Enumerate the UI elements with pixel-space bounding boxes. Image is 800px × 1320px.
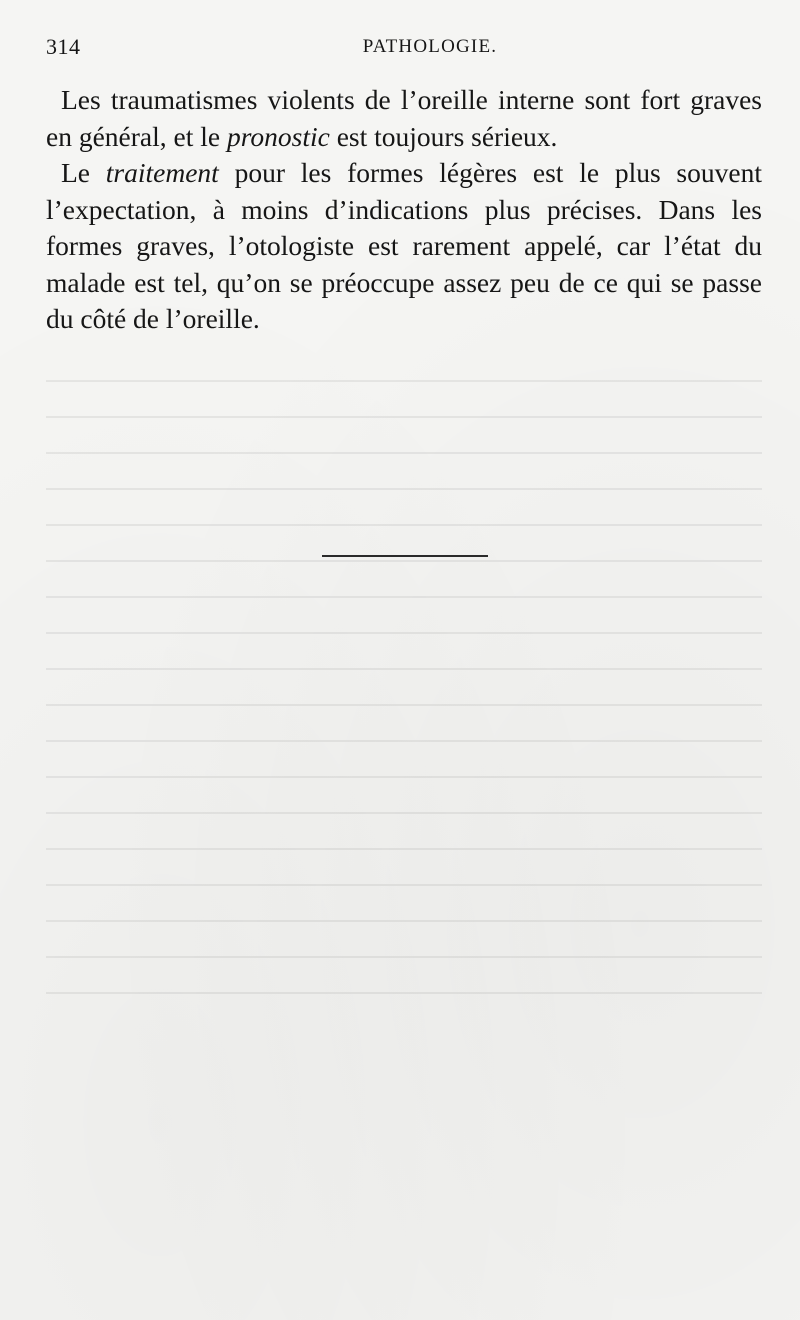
show-through-line xyxy=(46,632,762,634)
show-through-line xyxy=(46,416,762,418)
page-header xyxy=(46,34,754,64)
paragraph-text: est toujours sérieux. xyxy=(329,120,558,152)
show-through-line xyxy=(46,920,762,922)
show-through-line xyxy=(46,848,762,850)
show-through-line xyxy=(46,488,762,490)
show-through-line xyxy=(46,740,762,742)
page-number: 314 xyxy=(46,34,81,59)
show-through-line xyxy=(46,452,762,454)
paragraph-text: Les traumatismes violents de l’oreille interne sont fort graves en général, et le xyxy=(46,84,762,152)
show-through-line xyxy=(46,380,762,382)
show-through-line xyxy=(46,956,762,958)
show-through-line xyxy=(46,524,762,526)
body-text xyxy=(46,82,762,338)
show-through-texture xyxy=(46,380,762,1080)
paragraph-treatment xyxy=(46,155,762,338)
show-through-line xyxy=(46,884,762,886)
paragraph-prognosis xyxy=(46,82,762,155)
italic-term: pronostic xyxy=(226,120,330,152)
show-through-line xyxy=(46,560,762,562)
show-through-line xyxy=(46,812,762,814)
show-through-line xyxy=(46,668,762,670)
paragraph-text: Le xyxy=(61,157,106,188)
italic-term: traitement xyxy=(105,157,219,188)
show-through-line xyxy=(46,596,762,598)
show-through-line xyxy=(46,776,762,778)
show-through-line xyxy=(46,992,762,994)
paragraph-text: pour les formes légères est le plus souvent l’expectation, à moins d’indications plus précises. Dans les formes graves, l’otologiste est rarement appelé, car l’état du malade est tel, qu’on se préoccupe assez peu de ce qui se passe du côté de l’oreille. xyxy=(46,157,762,334)
show-through-line xyxy=(46,704,762,706)
running-head: PATHOLOGIE. xyxy=(362,36,498,57)
